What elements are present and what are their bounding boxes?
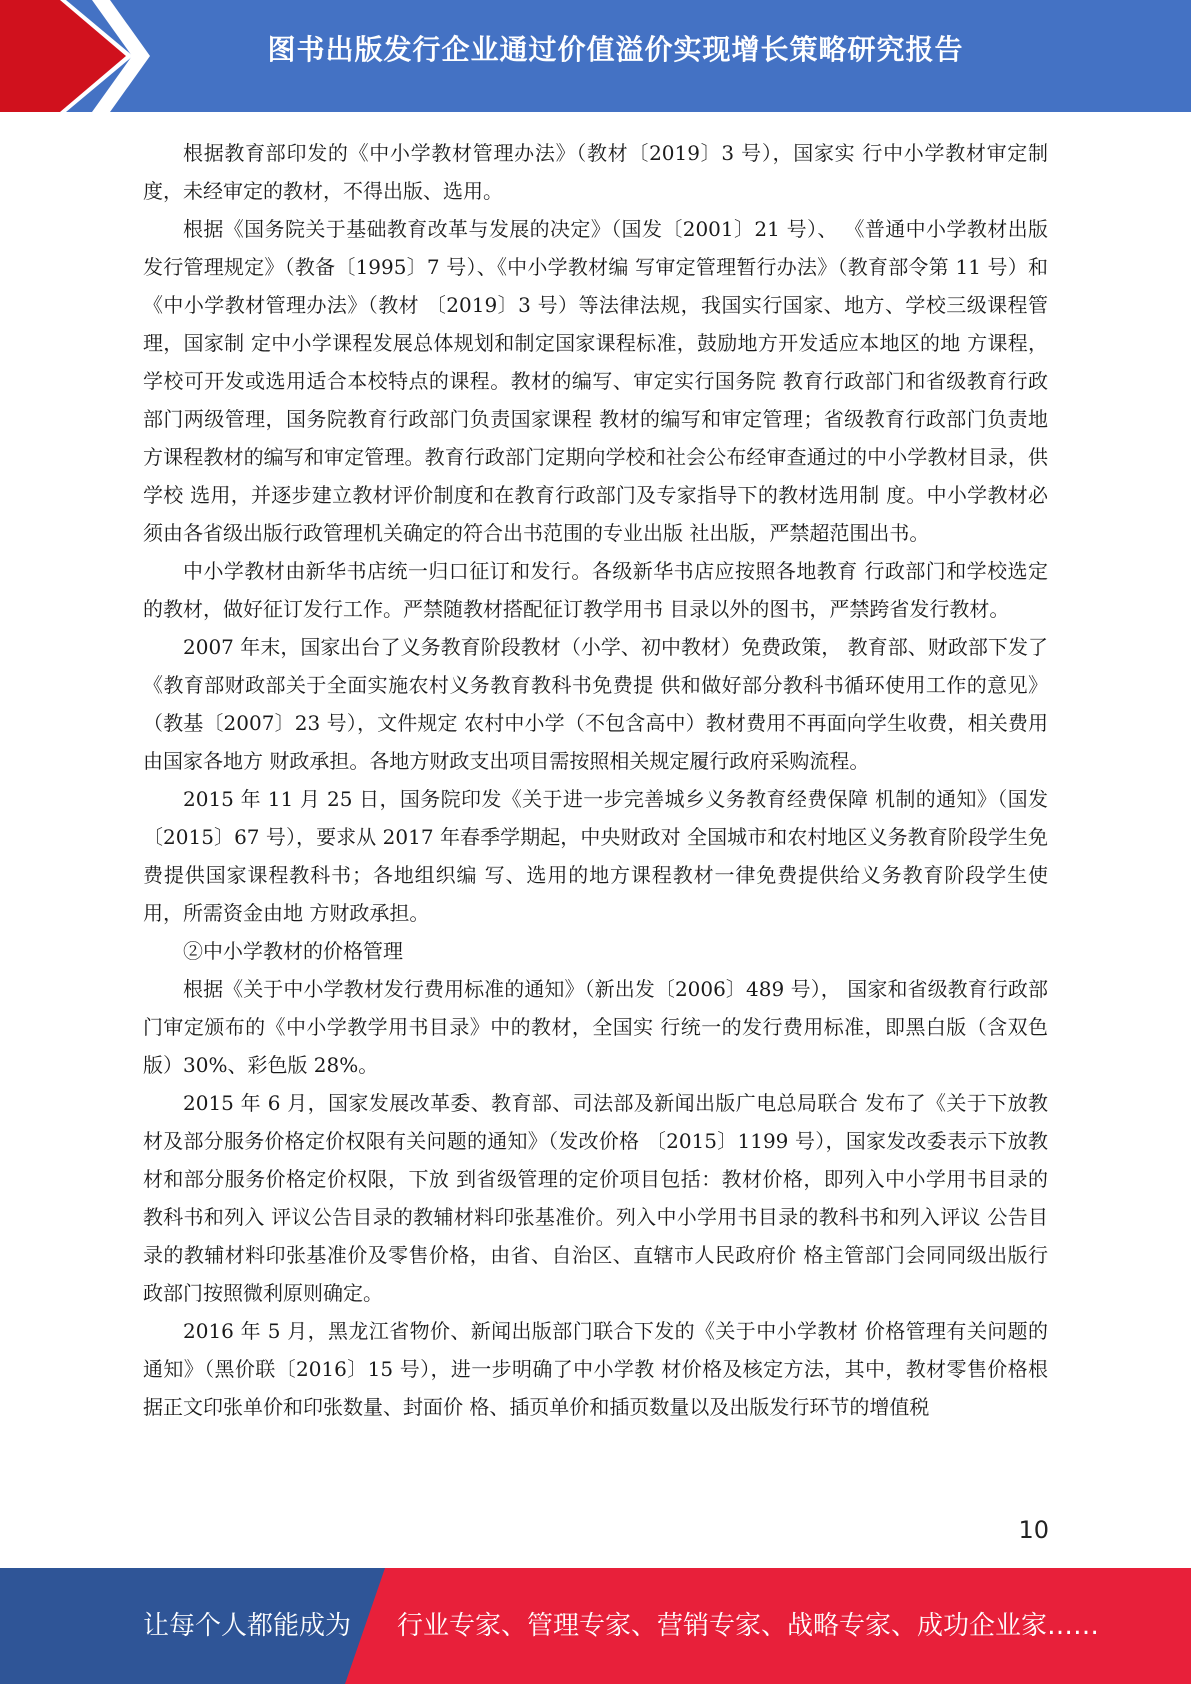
page-header — [0, 0, 1191, 112]
paragraph: 2016 年 5 月，黑龙江省物价、新闻出版部门联合下发的《关于中小学教材 价格管理有关问题的通知》（黑价联〔2016〕15 号），进一步明确了中小学教 材价格及核定方法，其中，教材零售价格根据正文印张单价和印张数量、封面价 格、插页单价和插页数量以及出版发行环节的增值税 — [143, 1319, 1048, 1419]
paragraph: 根据教育部印发的《中小学教材管理办法》（教材〔2019〕3 号），国家实 行中小学教材审定制度，未经审定的教材，不得出版、选用。 — [143, 141, 1048, 203]
footer-slogan-left: 让每个人都能成为 — [143, 1611, 352, 1641]
paragraph: 2007 年末，国家出台了义务教育阶段教材（小学、初中教材）免费政策， 教育部、财政部下发了《教育部财政部关于全面实施农村义务教育教科书免费提 供和做好部分教科书循环使用工作的意见》（教基〔2007〕23 号），文件规定 农村中小学（不包含高中）教材费用不再面向学生收费，相关费用由国家各地方 财政承担。各地方财政支出项目需按照相关规定履行政府采购流程。 — [143, 635, 1048, 773]
page-footer — [0, 1568, 1191, 1684]
body-text — [143, 134, 1048, 1426]
paragraph: 根据《国务院关于基础教育改革与发展的决定》（国发〔2001〕21 号）、 《普通中小学教材出版发行管理规定》（教备〔1995〕7 号）、《中小学教材编 写审定管理暂行办法》（教育部令第 11 号）和《中小学教材管理办法》（教材 〔2019〕3 号）等法律法规，我国实行国家、地方、学校三级课程管理，国家制 定中小学课程发展总体规划和制定国家课程标准，鼓励地方开发适应本地区的地 方课程，学校可开发或选用适合本校特点的课程。教材的编写、审定实行国务院 教育行政部门和省级教育行政部门两级管理，国务院教育行政部门负责国家课程 教材的编写和审定管理；省级教育行政部门负责地方课程教材的编写和审定管理。教育行政部门定期向学校和社会公布经审查通过的中小学教材目录，供学校 选用，并逐步建立教材评价制度和在教育行政部门及专家指导下的教材选用制 度。中小学教材必须由各省级出版行政管理机关确定的符合出书范围的专业出版 社出版，严禁超范围出书。 — [143, 217, 1048, 545]
report-title: 图书出版发行企业通过价值溢价实现增长策略研究报告 — [267, 33, 964, 66]
paragraph: 2015 年 6 月，国家发展改革委、教育部、司法部及新闻出版广电总局联合 发布了《关于下放教材及部分服务价格定价权限有关问题的通知》（发改价格 〔2015〕1199 号），国家发改委表示下放教材和部分服务价格定价权限，下放 到省级管理的定价项目包括：教材价格，即列入中小学用书目录的教科书和列入 评议公告目录的教辅材料印张基准价。列入中小学用书目录的教科书和列入评议 公告目录的教辅材料印张基准价及零售价格，由省、自治区、直辖市人民政府价 格主管部门会同同级出版行政部门按照微利原则确定。 — [143, 1091, 1048, 1305]
paragraph: 根据《关于中小学教材发行费用标准的通知》（新出发〔2006〕489 号）， 国家和省级教育行政部门审定颁布的《中小学教学用书目录》中的教材，全国实 行统一的发行费用标准，即黑白版（含双色版）30%、彩色版 28%。 — [143, 977, 1048, 1077]
section-heading: ②中小学教材的价格管理 — [183, 939, 403, 963]
page-number: 10 — [1018, 1516, 1049, 1544]
paragraph: 2015 年 11 月 25 日，国务院印发《关于进一步完善城乡义务教育经费保障 机制的通知》（国发〔2015〕67 号），要求从 2017 年春季学期起，中央财政对 全国城市和农村地区义务教育阶段学生免费提供国家课程教科书；各地组织编 写、选用的地方课程教材一律免费提供给义务教育阶段学生使用，所需资金由地 方财政承担。 — [143, 787, 1048, 925]
paragraph: 中小学教材由新华书店统一归口征订和发行。各级新华书店应按照各地教育 行政部门和学校选定的教材，做好征订发行工作。严禁随教材搭配征订教学用书 目录以外的图书，严禁跨省发行教材。 — [143, 559, 1048, 621]
footer-slogan-right: 行业专家、管理专家、营销专家、战略专家、成功企业家…… — [397, 1611, 1100, 1641]
